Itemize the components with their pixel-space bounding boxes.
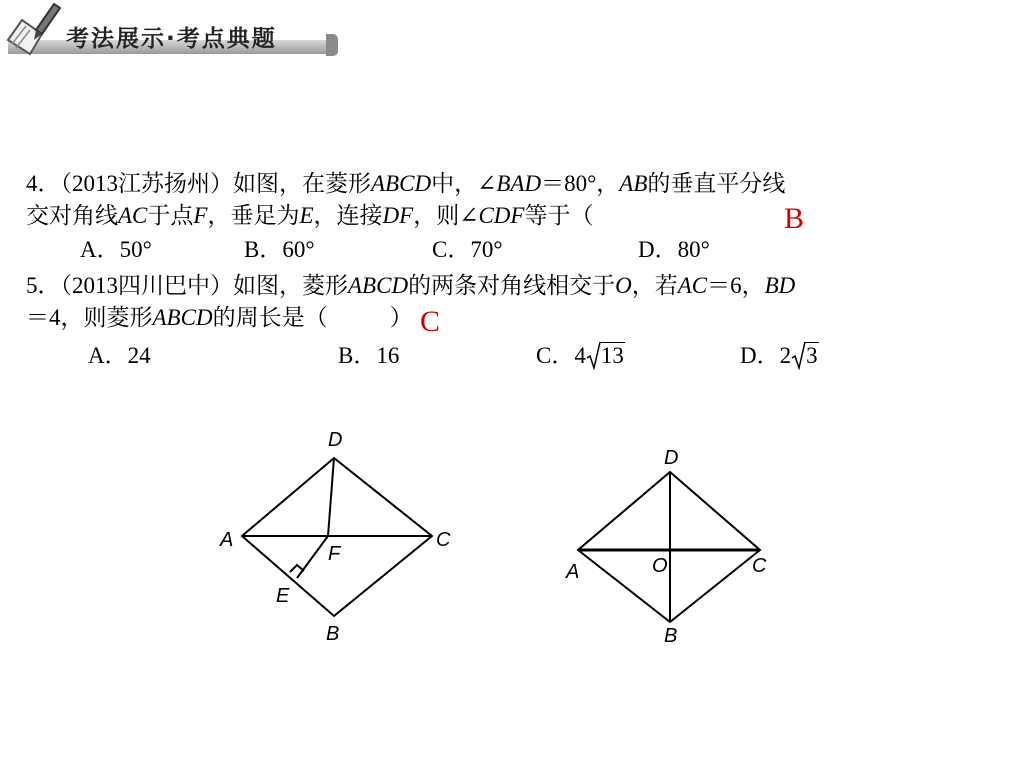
q5-line1 [26,270,795,302]
pencil-note-icon [2,0,64,58]
var-ab: AB [619,171,648,196]
q4-text: ，则∠ [413,203,479,228]
var-o: O [615,273,632,298]
q5-option-b: B．16 [338,343,400,368]
label-f: F [328,543,341,565]
q5-option-c [536,340,625,372]
figure-rhombus-q5 [556,440,786,650]
label-a: A [220,529,234,551]
label-e: E [276,585,290,607]
radicand: 13 [600,343,624,368]
sqrt-symbol [791,340,819,372]
section-banner [0,0,345,62]
banner-title: 考法展示·考点典题 [66,26,277,52]
q5-number-source: 5．（2013四川巴中）如图，菱形 [26,273,348,298]
var-bad: BAD [496,171,542,196]
label-d: D [328,429,343,451]
q5-text: ） [389,305,413,330]
segment-df [328,458,334,536]
q4-text: 交对角线 [26,203,118,228]
label-d: D [664,447,679,469]
q4-number-source: 4．（2013江苏扬州）如图，在菱形 [26,171,371,196]
q5-option-d-prefix: D．2 [740,343,792,368]
q5-answer: C [420,305,441,338]
var-ac: AC [118,203,148,228]
q5-text: ＝6， [707,273,765,298]
q4-text: ，连接 [313,203,383,228]
q5-text: 的两条对角线相交于 [408,273,616,298]
var-bd: BD [764,273,796,298]
q4-text: 的垂直平分线 [647,171,786,196]
q5-text: ，若 [631,273,678,298]
label-c: C [752,555,767,577]
label-o: O [652,555,668,577]
radicand: 3 [806,343,818,368]
q4-text: 等于（ [524,203,594,228]
q4-answer: B [784,202,805,235]
q4-option-d: D．80° [638,237,710,262]
var-df: DF [382,203,414,228]
banner-bar-end [326,34,338,56]
var-abcd: ABCD [371,171,432,196]
label-a: A [566,561,580,583]
figure-rhombus-q4 [210,420,470,650]
var-f: F [193,203,208,228]
var-cdf: CDF [478,203,525,228]
var-ac: AC [677,273,708,298]
q4-line1 [26,168,785,200]
q5-option-c-prefix: C．4 [536,343,586,368]
var-abcd: ABCD [152,305,213,330]
var-abcd: ABCD [348,273,409,298]
q4-text: ＝80°， [541,171,620,196]
segment-fe [297,536,328,578]
label-b: B [326,623,340,645]
label-c: C [436,529,451,551]
q4-text: ，垂足为 [207,203,300,228]
q5-line2 [26,302,413,334]
q5-text: 的周长是（ [212,305,328,330]
q4-text: 于点 [147,203,194,228]
q4-line2 [26,200,593,232]
var-e: E [299,203,314,228]
q5-text: ＝4，则菱形 [26,305,153,330]
q4-option-a: A．50° [80,237,152,262]
q4-option-b: B．60° [244,237,315,262]
q5-option-d [740,340,819,372]
sqrt-symbol [586,340,625,372]
label-b: B [664,625,678,647]
q5-option-a: A．24 [88,343,151,368]
q4-text: 中，∠ [431,171,497,196]
q4-option-c: C．70° [432,237,503,262]
